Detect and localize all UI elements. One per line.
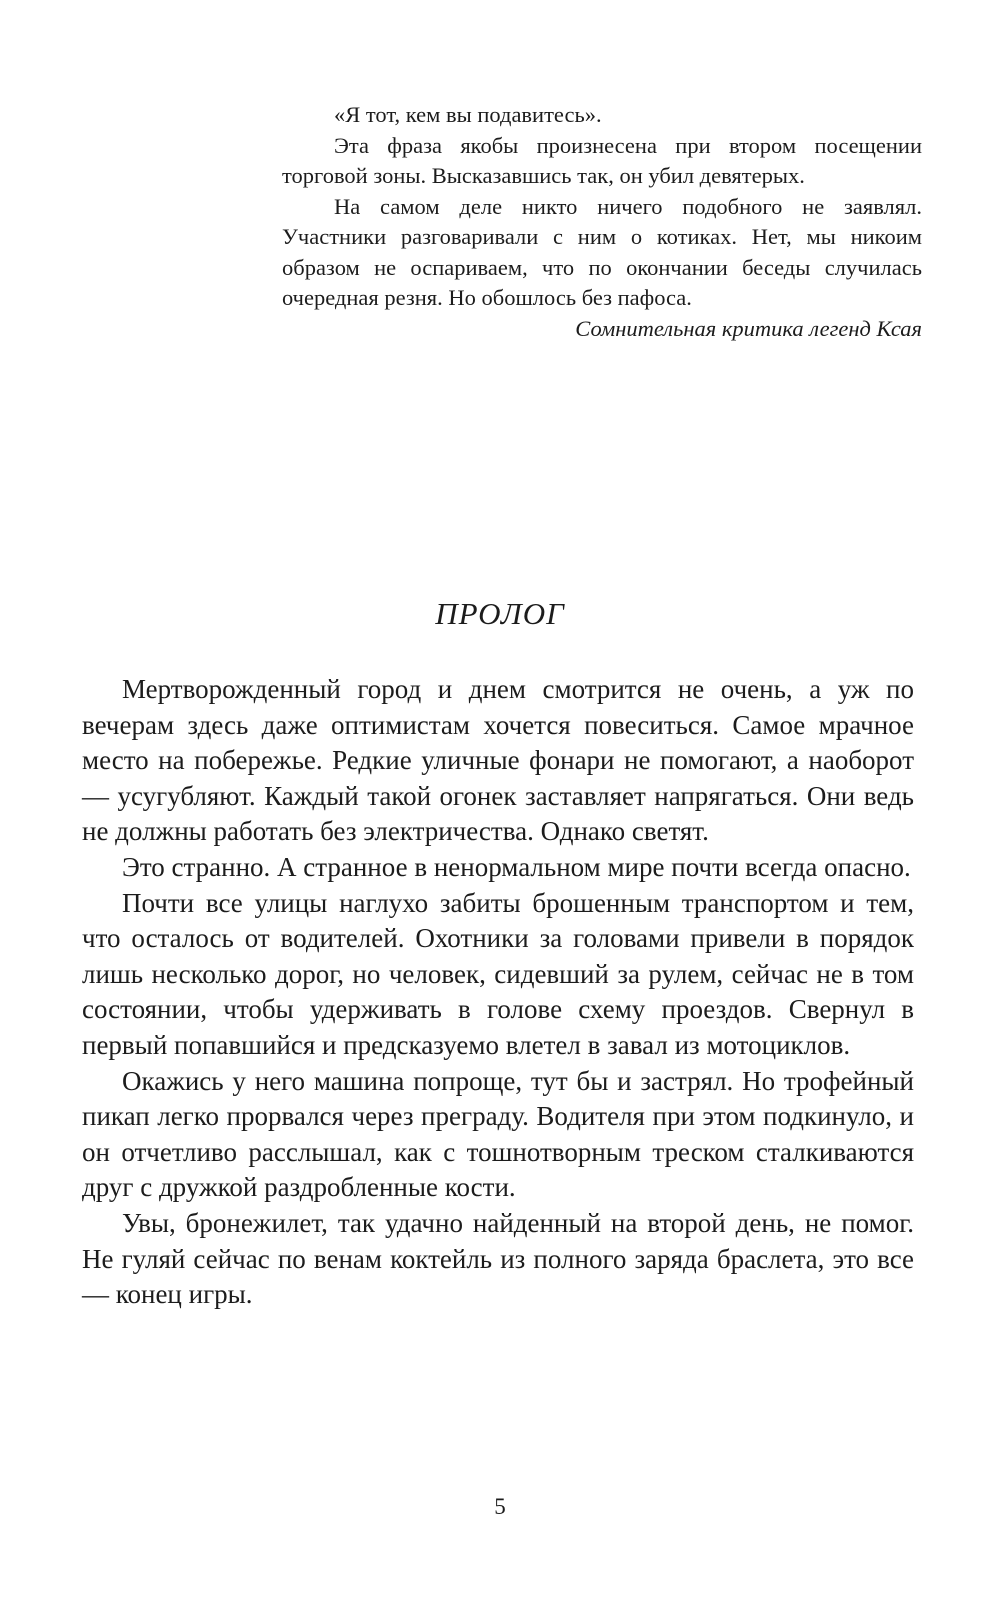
chapter-title: ПРОЛОГ — [435, 596, 565, 631]
body-paragraph: Увы, бронежилет, так удачно найденный на второй день, не помог. Не гуляй сейчас по венам коктейль из полного заряда браслета, это все — конец игры. — [82, 1207, 914, 1310]
epigraph-source: Сомнительная критика легенд Ксая — [575, 315, 922, 341]
body-paragraph: Окажись у него машина попроще, тут бы и застрял. Но трофейный пикап легко прорвался через преграду. Водителя при этом подкинуло, и он отчетливо расслышал, как с тошнотворным треском сталкиваются друг с дружкой раздробленные кости. — [82, 1065, 914, 1203]
chapter-body — [82, 672, 914, 1313]
epigraph — [282, 100, 922, 344]
body-paragraph: Мертворожденный город и днем смотрится не очень, а уж по вечерам здесь даже оптимистам хочется повеситься. Самое мрачное место на побережье. Редкие уличные фонари не помогают, а наоборот — усугубляют. Каждый такой огонек заставляет напрягаться. Они ведь не должны работать без электричества. Однако светят. — [82, 674, 914, 847]
epigraph-paragraph: «Я тот, кем вы подавитесь». — [334, 102, 602, 127]
page-number: 5 — [494, 1494, 506, 1519]
body-paragraph: Это странно. А странное в ненормальном мире почти всегда опасно. — [122, 851, 911, 882]
epigraph-paragraph: Эта фраза якобы произнесена при втором посещении торговой зоны. Высказавшись так, он убил девятерых. — [282, 132, 922, 188]
body-paragraph: Почти все улицы наглухо забиты брошенным транспортом и тем, что осталось от водителей. Охотники за головами привели в порядок лишь несколько дорог, но человек, сидевший за рулем, сейчас не в том состоянии, чтобы удерживать в голове схему проездов. Свернул в первый попавшийся и предсказуемо влетел в завал из мотоциклов. — [82, 887, 914, 1060]
epigraph-paragraph: На самом деле никто ничего подобного не заявлял. Участники разговаривали с ним о котиках. Нет, мы никоим образом не оспариваем, что по окончании беседы случилась очередная резня. Но обошлось без пафоса. — [282, 193, 922, 310]
